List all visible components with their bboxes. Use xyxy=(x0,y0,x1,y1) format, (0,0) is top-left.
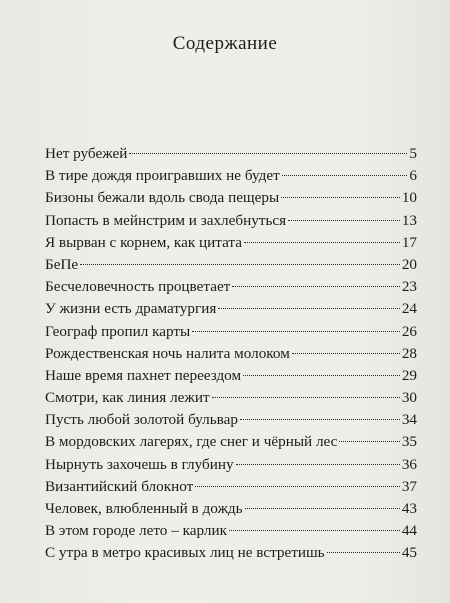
toc-entry-title: Я вырван с корнем, как цитата xyxy=(45,233,242,251)
toc-entry xyxy=(45,187,417,209)
dot-leader xyxy=(212,397,400,398)
toc-entry-title: Бизоны бежали вдоль свода пещеры xyxy=(45,189,280,207)
toc-entry-title: Нет рубежей xyxy=(45,145,128,162)
toc-entry-page-number: 36 xyxy=(401,455,417,473)
dot-leader xyxy=(195,486,400,487)
dot-leader xyxy=(244,242,400,243)
toc-entry xyxy=(45,165,417,187)
toc-entry-page-number: 17 xyxy=(401,233,417,251)
toc-entry-title: Рождественская ночь налита молоком xyxy=(45,344,290,362)
toc-entry-title: У жизни есть драматургия xyxy=(45,300,217,318)
toc-entry-title: В мордовских лагерях, где снег и чёрный лес xyxy=(45,433,338,451)
toc-entry-title: В этом городе лето – карлик xyxy=(45,522,227,540)
toc-entry-page-number: 24 xyxy=(401,300,417,318)
toc-entry xyxy=(45,542,417,564)
dot-leader xyxy=(282,175,408,176)
toc-entry-page-number: 35 xyxy=(401,433,417,451)
toc-entry xyxy=(45,365,417,387)
toc-entry-page-number: 45 xyxy=(401,544,417,562)
toc-entry-page-number: 43 xyxy=(401,500,417,517)
toc-entry xyxy=(45,476,417,498)
dot-leader xyxy=(218,308,399,309)
dot-leader xyxy=(292,353,400,354)
toc-entry-title: Нырнуть захочешь в глубину xyxy=(45,455,234,473)
toc-entry xyxy=(45,276,417,298)
toc-entry-page-number: 30 xyxy=(401,389,417,407)
toc-entry xyxy=(45,431,417,453)
dot-leader xyxy=(192,331,400,332)
toc-entry-page-number: 44 xyxy=(401,522,417,540)
toc-entry-title: БеПе xyxy=(45,255,79,273)
toc-entry-title: Пусть любой золотой бульвар xyxy=(45,411,238,429)
dot-leader xyxy=(339,441,399,442)
page-title: Содержание xyxy=(172,33,278,54)
dot-leader xyxy=(232,286,399,287)
toc-entry-page-number: 34 xyxy=(401,411,417,429)
toc-entry-page-number: 20 xyxy=(401,255,417,273)
toc-entry xyxy=(45,298,417,320)
toc-entry-page-number: 37 xyxy=(401,477,417,495)
toc-entry xyxy=(45,232,417,254)
toc-entry-page-number: 10 xyxy=(401,189,417,207)
toc-entry-page-number: 28 xyxy=(401,344,417,362)
toc-entry xyxy=(45,409,417,431)
toc-entry-page-number: 29 xyxy=(401,366,417,384)
toc-entry-title: В тире дождя проигравших не будет xyxy=(45,167,280,185)
dot-leader xyxy=(80,264,400,265)
dot-leader xyxy=(243,375,400,376)
toc-entry-page-number: 23 xyxy=(401,278,417,296)
table-of-contents xyxy=(45,143,417,565)
toc-entry xyxy=(45,321,417,343)
toc-entry xyxy=(45,210,417,232)
toc-entry-title: Византийский блокнот xyxy=(45,477,194,495)
toc-entry-title: С утра в метро красивых лиц не встретишь xyxy=(45,544,325,562)
toc-entry-page-number: 26 xyxy=(401,322,417,340)
toc-entry-page-number: 6 xyxy=(409,167,417,185)
dot-leader xyxy=(245,508,400,509)
dot-leader xyxy=(129,153,407,154)
toc-entry xyxy=(45,143,417,165)
toc-entry-title: Попасть в мейнстрим и захлебнуться xyxy=(45,211,287,229)
dot-leader xyxy=(236,464,400,465)
dot-leader xyxy=(288,220,400,221)
toc-entry-title: Географ пропил карты xyxy=(45,322,191,340)
toc-entry xyxy=(45,387,417,409)
toc-entry xyxy=(45,254,417,276)
toc-entry-title: Человек, влюбленный в дождь xyxy=(45,500,243,517)
toc-entry-title: Смотри, как линия лежит xyxy=(45,389,210,407)
toc-entry-page-number: 13 xyxy=(401,211,417,229)
dot-leader xyxy=(240,419,400,420)
toc-entry xyxy=(45,454,417,476)
toc-entry xyxy=(45,520,417,542)
toc-entry-title: Наше время пахнет переездом xyxy=(45,366,242,384)
toc-entry xyxy=(45,343,417,365)
dot-leader xyxy=(281,197,400,198)
toc-entry xyxy=(45,498,417,520)
dot-leader xyxy=(229,530,400,531)
dot-leader xyxy=(327,552,400,553)
toc-entry-page-number: 5 xyxy=(409,145,417,162)
toc-entry-title: Бесчеловечность процветает xyxy=(45,278,231,296)
